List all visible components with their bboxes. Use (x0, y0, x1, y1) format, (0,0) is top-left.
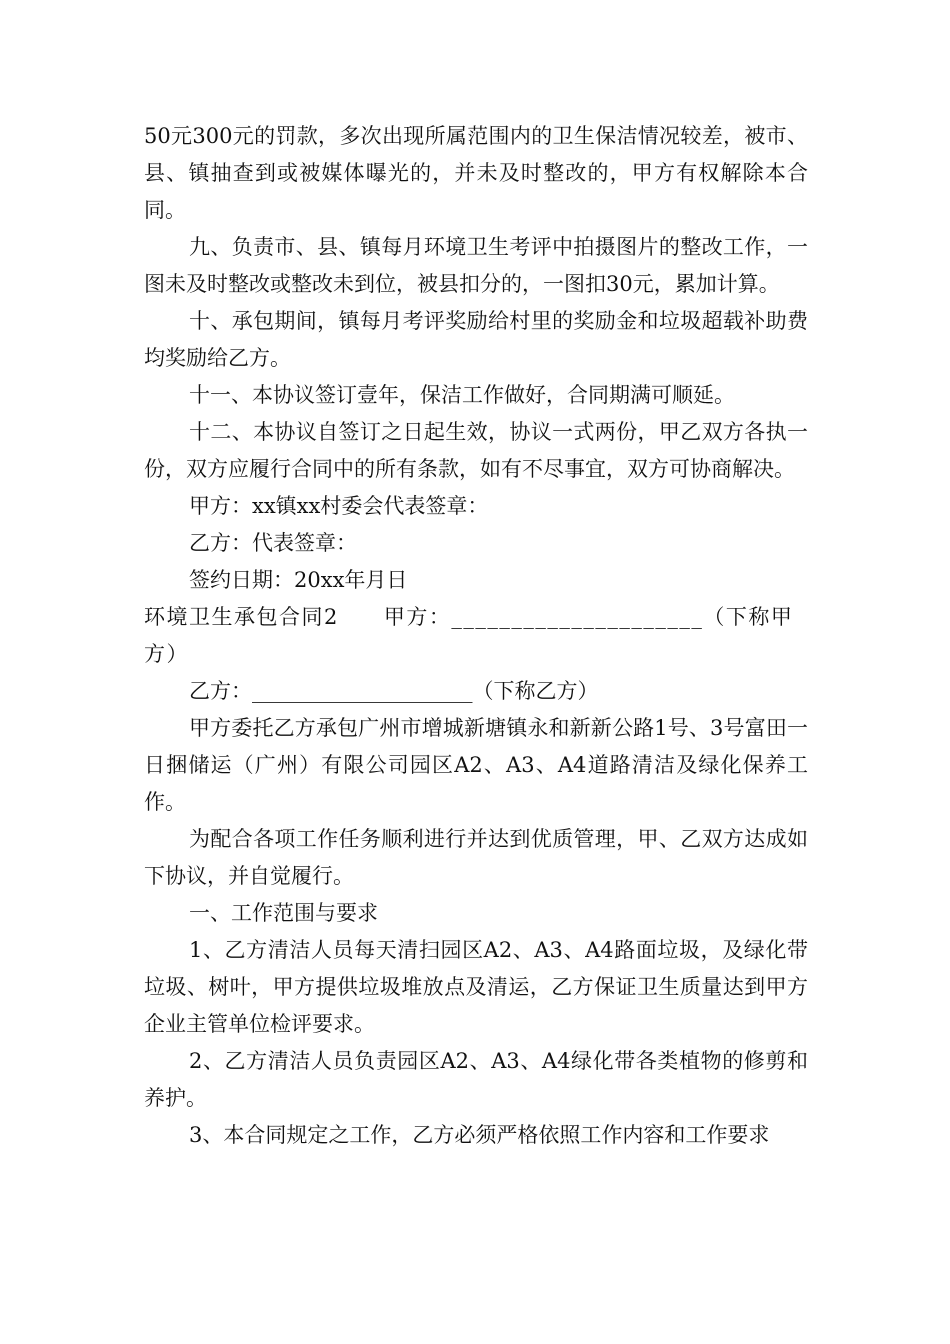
party-b-line: 乙方：_____________________（下称乙方） (189, 679, 599, 703)
paragraph-clause-9: 九、负责市、县、镇每月环境卫生考评中拍摄图片的整改工作，一图未及时整改或整改未到位，被县扣分的，一图扣30元，累加计算。 (144, 235, 808, 296)
party-b-signature: 乙方：代表签章： (189, 531, 357, 555)
paragraph-item-3: 3、本合同规定之工作，乙方必须严格依照工作内容和工作要求 (189, 1123, 770, 1147)
paragraph-commission: 甲方委托乙方承包广州市增城新塘镇永和新新公路1号、3号富田一日捆储运（广州）有限公司园区A2、A3、A4道路清洁及绿化保养工作。 (144, 716, 808, 814)
contract-title: 环境卫生承包合同2 甲方：_____________________（下称甲方） (144, 605, 794, 666)
party-a-signature: 甲方：xx镇xx村委会代表签章： (189, 494, 489, 518)
paragraph-item-2: 2、乙方清洁人员负责园区A2、A3、A4绿化带各类植物的修剪和养护。 (144, 1049, 808, 1110)
paragraph-clause-10: 十、承包期间，镇每月考评奖励给村里的奖励金和垃圾超载补助费均奖励给乙方。 (144, 309, 808, 370)
section-heading-scope: 一、工作范围与要求 (189, 901, 378, 925)
paragraph-penalty: 50元300元的罚款，多次出现所属范围内的卫生保洁情况较差，被市、县、镇抽查到或被媒体曝光的，并未及时整改的，甲方有权解除本合同。 (144, 124, 808, 222)
document-body (144, 118, 808, 1154)
paragraph-agreement: 为配合各项工作任务顺利进行并达到优质管理，甲、乙双方达成如下协议，并自觉履行。 (144, 827, 808, 888)
signing-date: 签约日期：20xx年月日 (189, 568, 408, 592)
paragraph-clause-12: 十二、本协议自签订之日起生效，协议一式两份，甲乙双方各执一份，双方应履行合同中的所有条款，如有不尽事宜，双方可协商解决。 (144, 420, 808, 481)
paragraph-clause-11: 十一、本协议签订壹年，保洁工作做好，合同期满可顺延。 (189, 383, 735, 407)
paragraph-item-1: 1、乙方清洁人员每天清扫园区A2、A3、A4路面垃圾，及绿化带垃圾、树叶，甲方提供垃圾堆放点及清运，乙方保证卫生质量达到甲方企业主管单位检评要求。 (144, 938, 808, 1036)
